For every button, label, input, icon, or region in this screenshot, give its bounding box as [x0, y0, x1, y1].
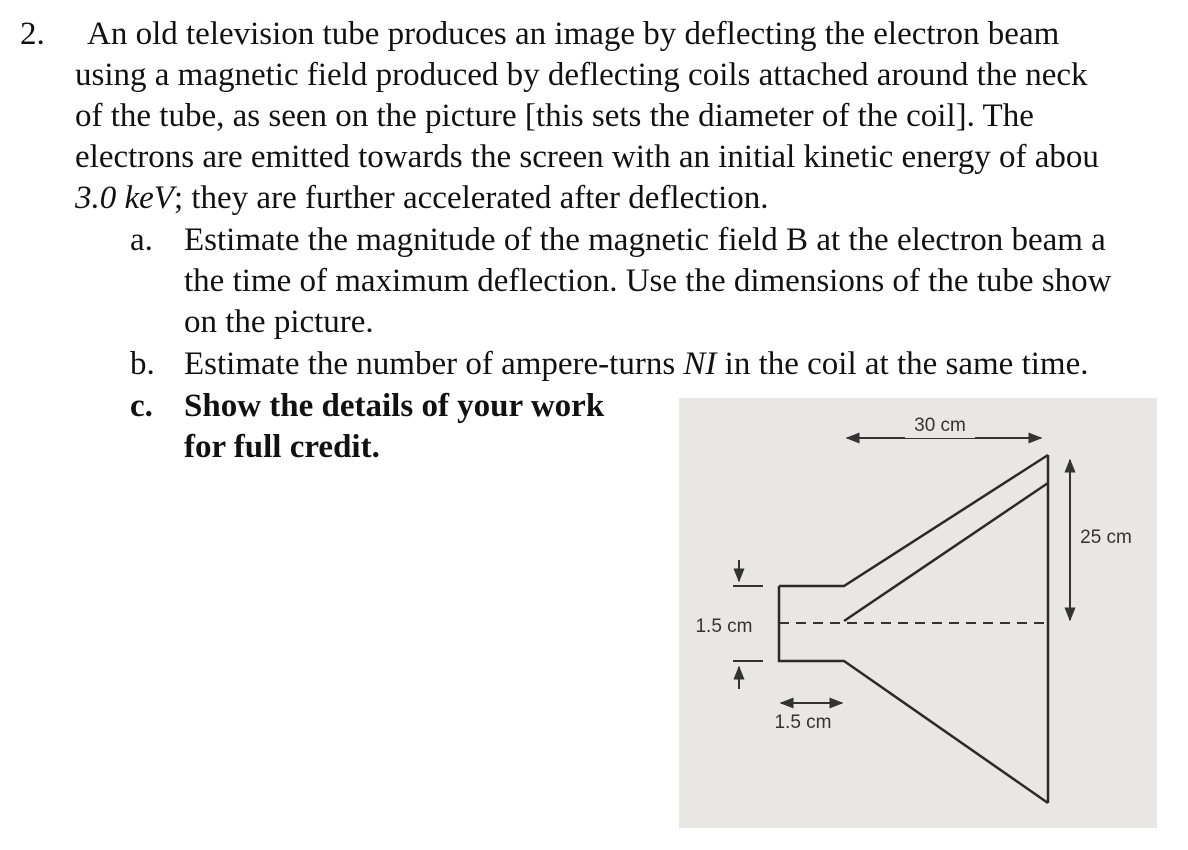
question-number: 2. — [20, 16, 45, 52]
tube-outline — [779, 455, 1048, 803]
tube-diagram — [679, 398, 1157, 828]
tube-figure — [679, 398, 1157, 828]
energy-rest: ; they are further accelerated after deflection. — [173, 180, 769, 216]
part-a-line-3: on the picture. — [184, 304, 374, 340]
energy-value: 3.0 keV — [75, 180, 174, 216]
screen-height-label: 25 cm — [1080, 527, 1132, 548]
part-c-line-1: Show the details of your work — [184, 388, 605, 424]
length-label: 30 cm — [914, 415, 966, 436]
part-b-text-before: Estimate the number of ampere-turns — [184, 346, 684, 382]
intro-line-1: An old television tube produces an image by deflecting the electron beam — [87, 16, 1060, 52]
intro-line-3: of the tube, as seen on the picture [this sets the diameter of the coil]. The — [75, 98, 1034, 134]
neck-diameter-label: 1.5 cm — [695, 616, 753, 637]
part-a-line-2: the time of maximum deflection. Use the dimensions of the tube show — [184, 263, 1112, 299]
neck-length-label: 1.5 cm — [774, 712, 832, 733]
intro-line-2: using a magnetic field produced by deflecting coils attached around the neck — [75, 57, 1088, 93]
part-b-marker: b. — [130, 346, 155, 382]
intro-line-4: electrons are emitted towards the screen with an initial kinetic energy of abou — [75, 139, 1099, 175]
part-b-line — [184, 344, 1088, 385]
part-c-line-2: for full credit. — [184, 429, 380, 465]
part-b-text-after: in the coil at the same time. — [716, 346, 1089, 382]
ampere-turns-symbol: NI — [683, 346, 717, 382]
intro-line-5 — [75, 178, 769, 219]
part-a-line-1: Estimate the magnitude of the magnetic field B at the electron beam a — [184, 222, 1106, 258]
part-a-marker: a. — [130, 222, 153, 258]
part-c-marker: c. — [130, 388, 153, 424]
